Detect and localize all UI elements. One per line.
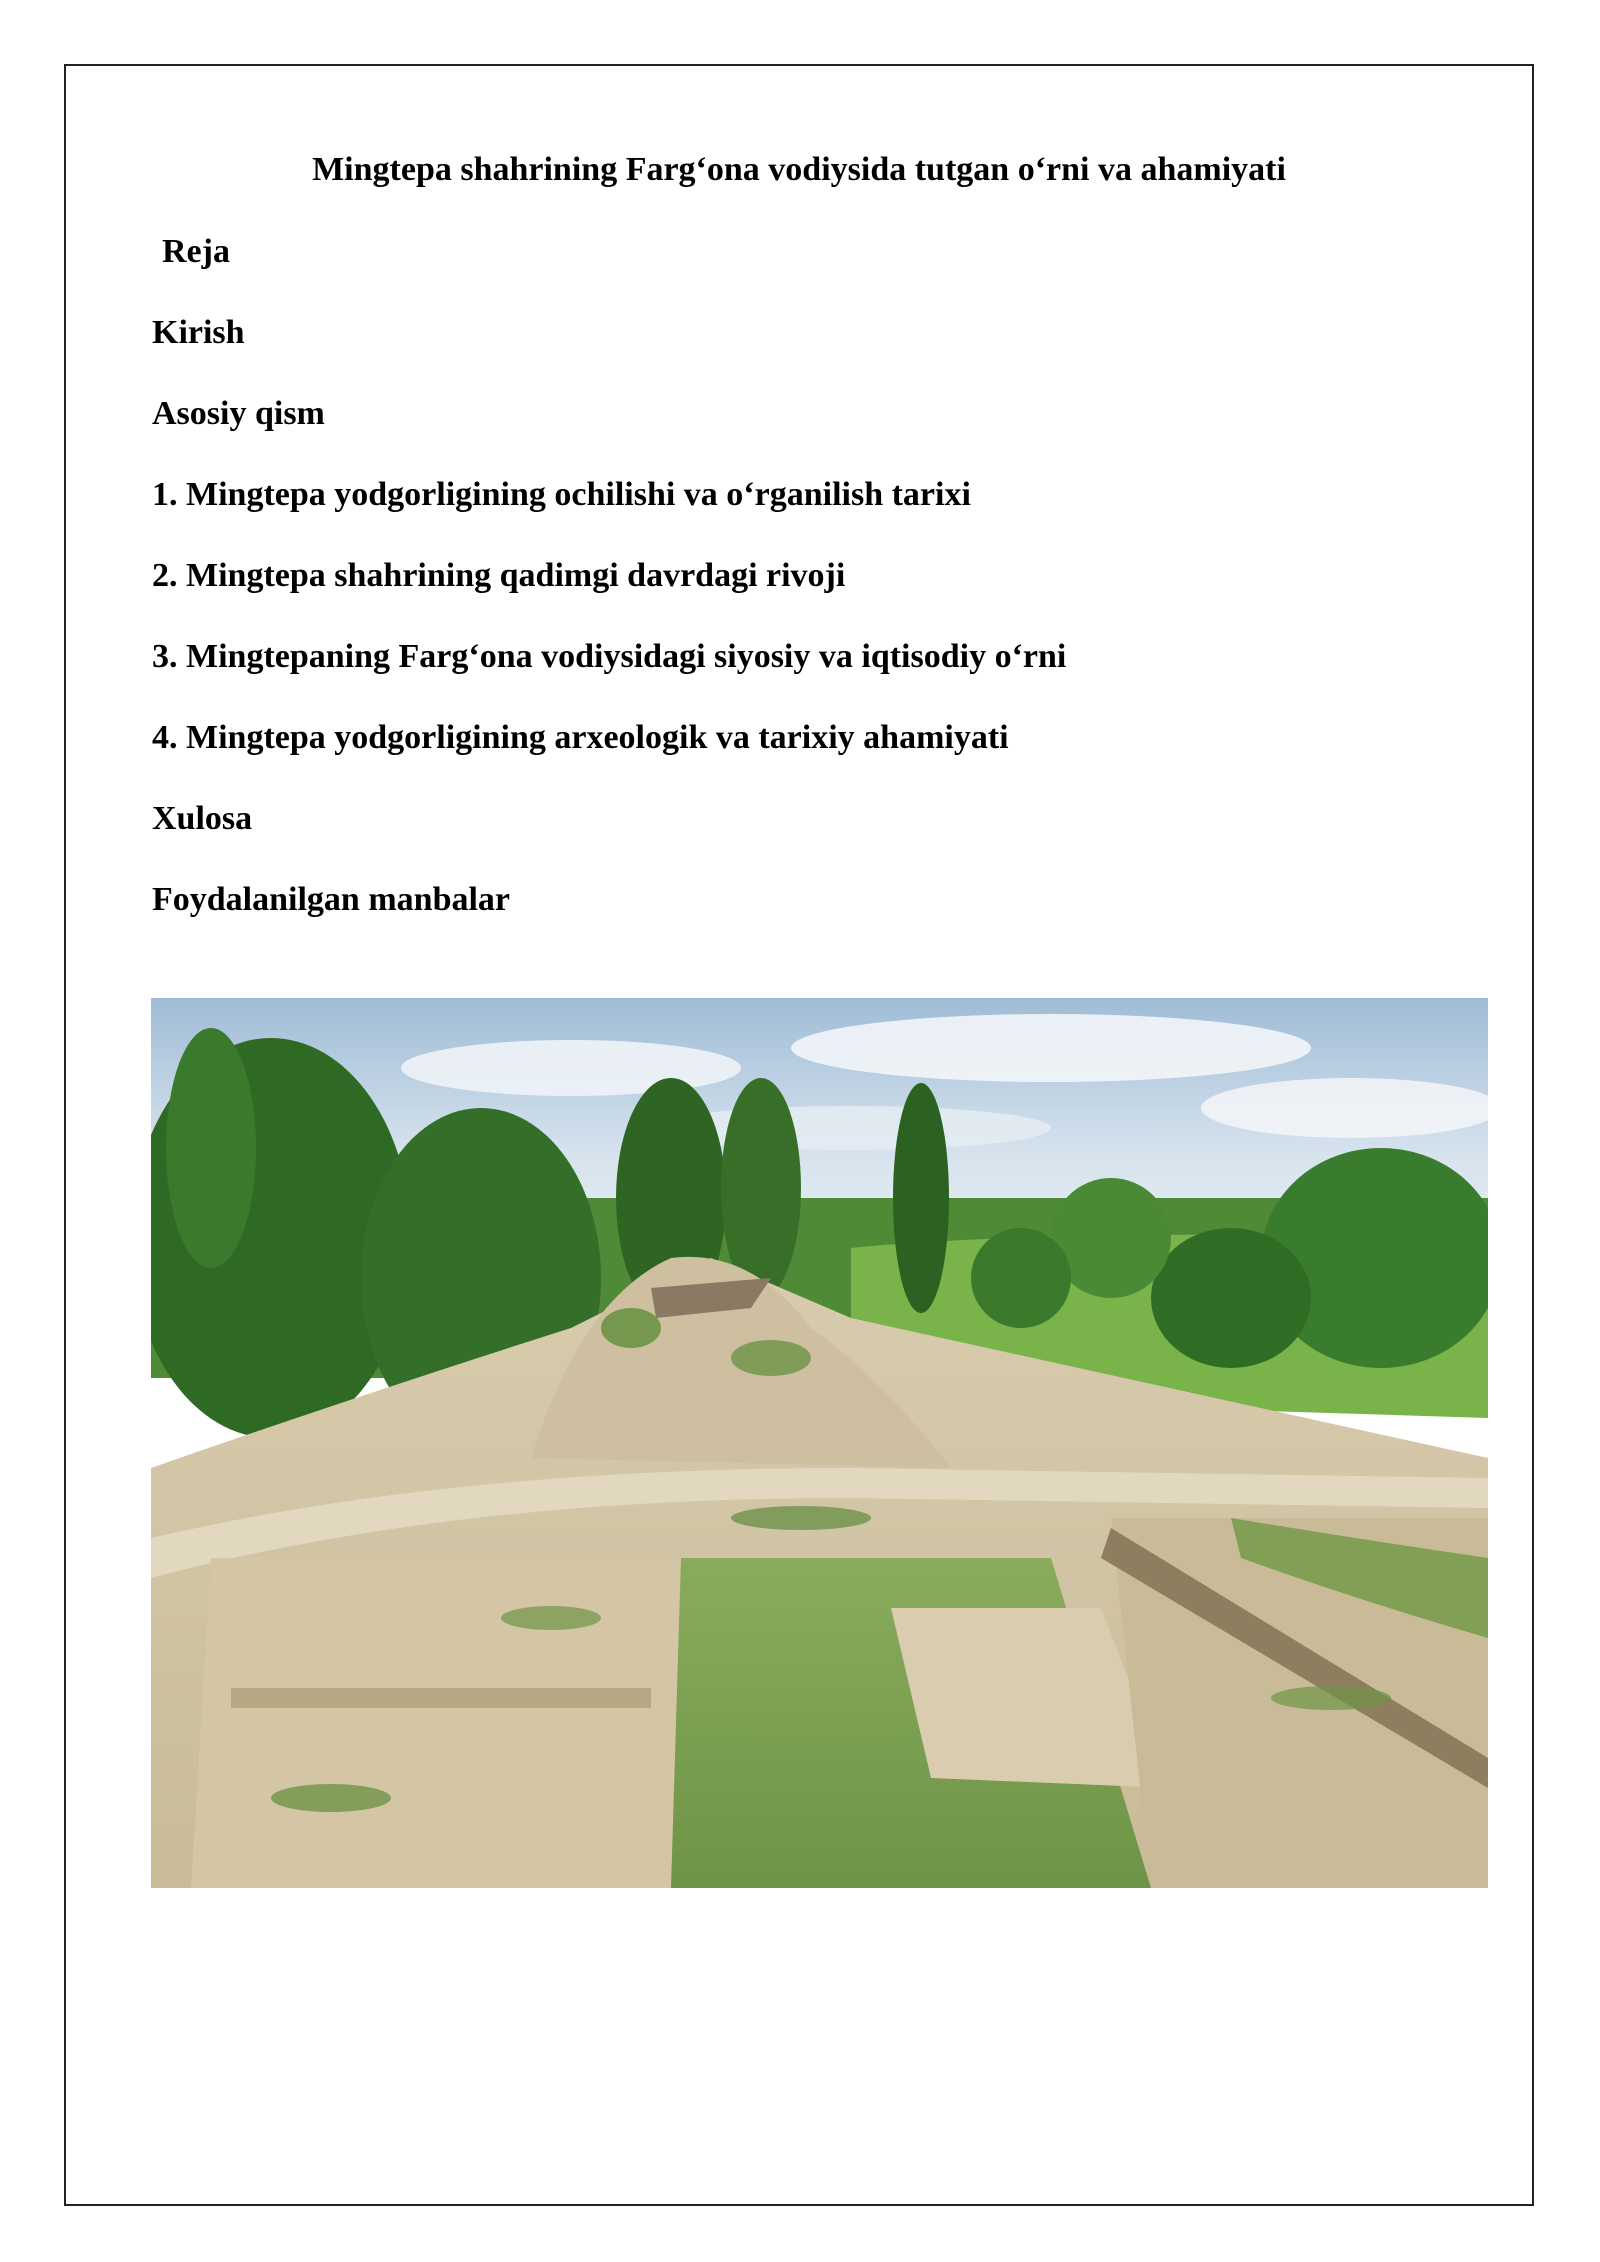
plan-item-3: 3. Mingtepaning Farg‘ona vodiysidagi siyosiy va iqtisodiy o‘rni xyxy=(152,638,1067,675)
plan-item-main-part: Asosiy qism xyxy=(152,395,325,432)
document-title: Mingtepa shahrining Farg‘ona vodiysida tutgan o‘rni va ahamiyati xyxy=(312,151,1286,188)
plan-list xyxy=(152,232,1066,961)
plan-item-1: 1. Mingtepa yodgorligining ochilishi va o‘rganilish tarixi xyxy=(152,476,971,513)
plan-item-introduction: Kirish xyxy=(152,314,245,351)
plan-item-2: 2. Mingtepa shahrining qadimgi davrdagi rivoji xyxy=(152,557,846,594)
plan-heading: Reja xyxy=(162,233,230,270)
plan-item-4: 4. Mingtepa yodgorligining arxeologik va tarixiy ahamiyati xyxy=(152,719,1009,756)
plan-item-references: Foydalanilgan manbalar xyxy=(152,881,511,918)
plan-item-conclusion: Xulosa xyxy=(152,800,253,837)
mingtepa-site-photo xyxy=(151,998,1488,1888)
